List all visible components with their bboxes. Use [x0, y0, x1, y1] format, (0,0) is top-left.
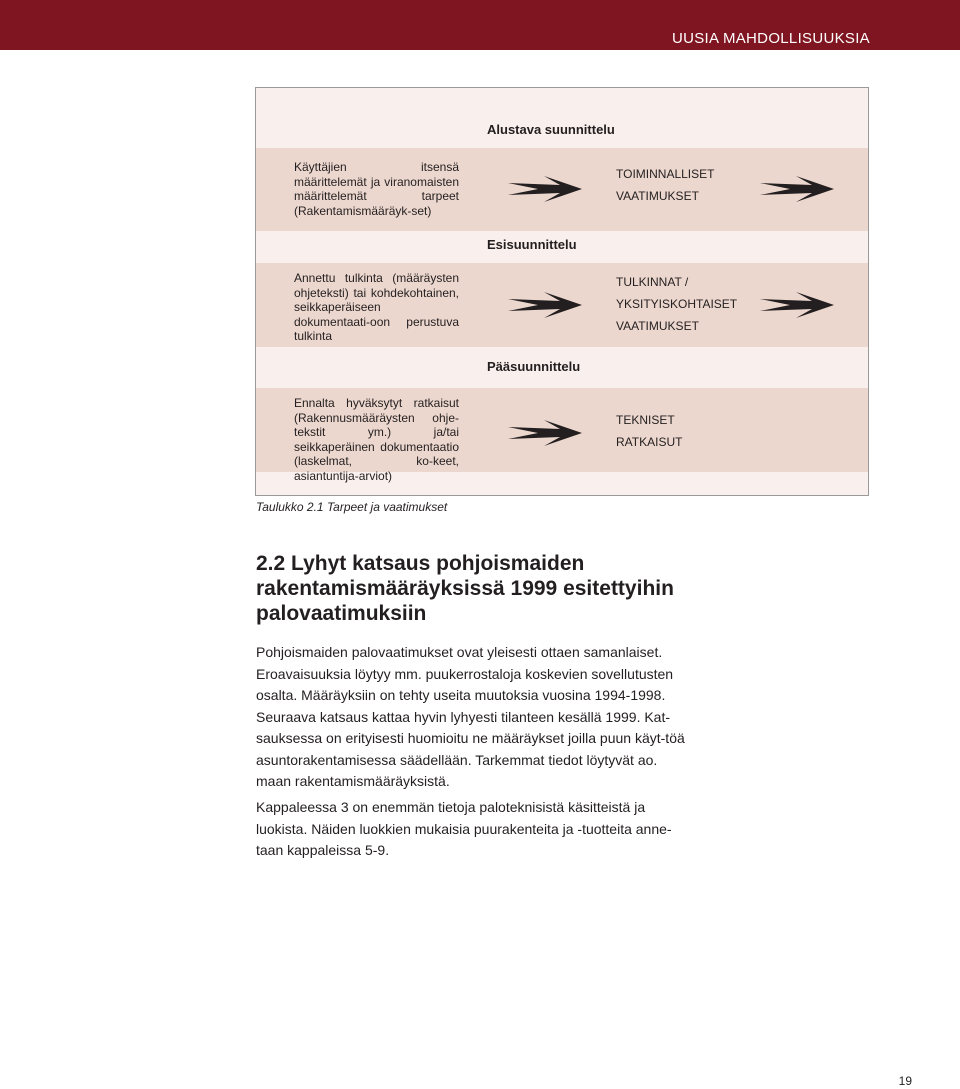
stage-result-line: VAATIMUKSET — [616, 319, 699, 333]
page-number: 19 — [898, 1074, 912, 1088]
stage-result — [616, 163, 766, 207]
stage-result-line: TEKNISET — [616, 413, 675, 427]
requirements-diagram — [255, 87, 869, 496]
table-caption: Taulukko 2.1 Tarpeet ja vaatimukset — [256, 500, 448, 514]
right-arrow-icon — [760, 176, 834, 202]
body-paragraph: Kappaleessa 3 on enemmän tietoja paloteknisistä käsitteistä ja luokista. Näiden luokkien mukaisia puurakenteita ja -tuotteita anne-taan kappaleissa 5-9. — [256, 799, 672, 858]
stage-result-line: YKSITYISKOHTAISET — [616, 297, 738, 311]
stage-result-line: TULKINNAT / — [616, 275, 689, 289]
stage-result-line: RATKAISUT — [616, 435, 683, 449]
stage-result — [616, 409, 766, 453]
right-arrow-icon — [508, 292, 582, 318]
stage-band-esisuunnittelu — [256, 263, 868, 347]
body-paragraph: Pohjoismaiden palovaatimukset ovat yleisesti ottaen samanlaiset. Eroavaisuuksia löytyy mm. puukerrostaloja koskevien sovellutusten osalta. Määräyksiin on tehty useita muutoksia vuosina 1994-1998. Seuraava katsaus kattaa hyvin lyhyesti tilanteen kesällä 1999. Kat-sauksessa on erityisesti huomioitu ne määräykset joilla puun käyt-töä asuntorakentamisessa säädellään. Tarkemmat tiedot löytyvät ao. maan rakentamismääräyksistä. — [256, 644, 685, 789]
stage-description: Käyttäjien itsensä määrittelemät ja viranomaisten määrittelemät tarpeet (Rakentamismääräyk-set) — [294, 160, 459, 218]
header-bar — [0, 0, 960, 50]
stage-label-alustava: Alustava suunnittelu — [487, 122, 615, 137]
stage-label-esisuunnittelu: Esisuunnittelu — [487, 237, 577, 252]
stage-band-alustava — [256, 148, 868, 231]
right-arrow-icon — [508, 420, 582, 446]
right-arrow-icon — [508, 176, 582, 202]
stage-result-line: VAATIMUKSET — [616, 189, 699, 203]
stage-label-paasuunnittelu: Pääsuunnittelu — [487, 359, 581, 374]
stage-band-paasuunnittelu — [256, 388, 868, 483]
stage-result-line: TOIMINNALLISET — [616, 167, 715, 181]
section-heading: 2.2 Lyhyt katsaus pohjoismaiden rakentamismääräyksissä 1999 esitettyihin palovaatimuksiin — [256, 552, 674, 625]
stage-result — [616, 271, 766, 337]
stage-description: Ennalta hyväksytyt ratkaisut (Rakennusmääräysten ohje-tekstit ym.) ja/tai seikkaperäinen dokumentaatio (laskelmat, ko-keet, asiantuntija-arviot) — [294, 396, 459, 483]
stage-description: Annettu tulkinta (määräysten ohjeteksti) tai kohdekohtainen, seikkaperäiseen dokumentaati-oon perustuva tulkinta — [294, 271, 459, 343]
right-arrow-icon — [760, 292, 834, 318]
header-title: UUSIA MAHDOLLISUUKSIA — [671, 30, 870, 47]
